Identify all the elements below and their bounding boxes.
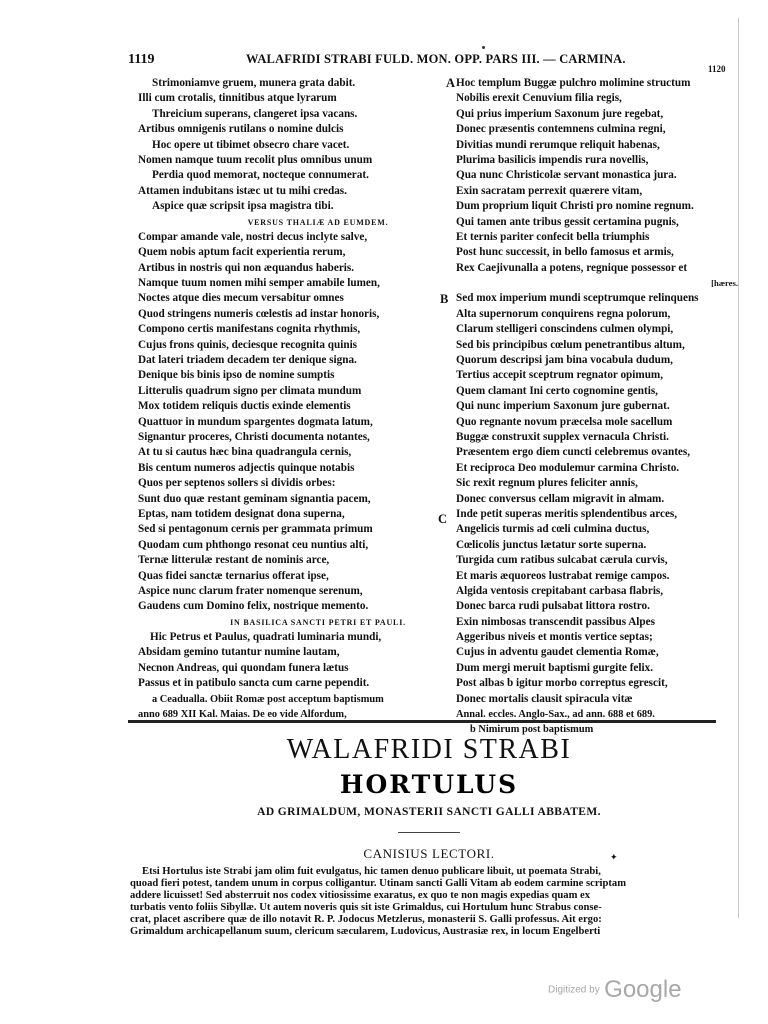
prose-line: Etsi Hortulus iste Strabi jam olim fuit evulgatus, hic tamen denuo publicare libuit, ut poemata Strabi, xyxy=(142,866,601,877)
verse-line: Inde petit superas meritis splendentibus arces, xyxy=(456,507,678,520)
footnote-a: a Ceadualla. Obiit Romæ post acceptum baptismum xyxy=(152,693,384,705)
verse-line: Gaudens cum Domino felix, nostrique memento. xyxy=(138,600,369,613)
preface-text xyxy=(130,866,730,938)
verse-line: Exin nimbosas transcendit passibus Alpes xyxy=(456,615,655,628)
short-rule xyxy=(398,832,460,833)
margin-marker-a: A xyxy=(446,76,456,90)
verse-line: Ternæ litterulæ restant de nominis arce, xyxy=(138,554,330,567)
verse-line: Tertius accepit sceptrum regnator opimum, xyxy=(456,369,664,382)
verse-line: Namque tuum nomen mihi semper amabile lumen, xyxy=(138,277,380,290)
verse-line: Passus et in patibulo sancta cum carne pependit. xyxy=(138,677,370,690)
verse-line: Hoc templum Buggæ pulchro molimine structum xyxy=(456,77,691,89)
verse-line: Quod stringens numeris cœlestis ad instar honoris, xyxy=(138,307,380,320)
verse-line: Quattuor in mundum spargentes dogmata latum, xyxy=(138,415,373,428)
verse-line: Qui tamen ante tribus gessit certamina pugnis, xyxy=(456,215,679,228)
verse-line: At tu si cautus hæc bina quadrangula cernis, xyxy=(138,446,352,459)
verse-line: Illi cum crotalis, tinnitibus atque lyrarum xyxy=(138,92,337,105)
verse-line: Perdia quod memorat, nocteque connumerat. xyxy=(152,169,369,182)
verse-line: Cujus frons quinis, deciesque recognita quinis xyxy=(138,338,358,351)
verse-line: Exin sacratam perrexit quærere vitam, xyxy=(456,184,643,197)
verse-line: Cœlicolis junctus lætatur sorte superna. xyxy=(456,538,647,551)
verse-line: Attamen indubitans istæc ut tu mihi credas. xyxy=(138,184,347,197)
verse-line: Aggeribus niveis et montis vertice septas; xyxy=(456,631,653,644)
verse-line: Qua nunc Christicolæ servant monastica jura. xyxy=(456,169,677,182)
verse-line: Absidam gemino tutantur numine lautam, xyxy=(138,646,340,659)
verse-line: Quos per septenos sollers si dividis orbes: xyxy=(138,477,336,490)
prose-line: addere licuisset! Sed absterruit nos codex vitiosissime exaratus, ex quo te non magis expedias quam ex xyxy=(130,890,591,901)
verse-line: Clarum stelligeri conscindens culmen olympi, xyxy=(456,323,674,336)
verse-line: Donec mortalis clausit spiracula vitæ xyxy=(456,692,633,705)
footnote-a-continued: Annal. eccles. Anglo-Sax., ad ann. 688 et 689. xyxy=(456,709,655,721)
verse-line: Dum proprium liquit Christi pro nomine regnum. xyxy=(456,200,694,213)
google-logo: Google xyxy=(604,976,682,1003)
verse-line: Post albas b igitur morbo correptus egrescit, xyxy=(456,677,668,690)
verse-line: Quorum descripsi jam bina vocabula dudum, xyxy=(456,354,673,367)
verse-line: Nobilis erexit Cenuvium filia regis, xyxy=(456,92,622,105)
verse-line: Artibus in nostris qui non æquandus haberis. xyxy=(138,261,355,274)
section-heading-basilica: IN BASILICA SANCTI PETRI ET PAULI. xyxy=(230,617,406,627)
dedication-line: AD GRIMALDUM, MONASTERII SANCTI GALLI ABBATEM. xyxy=(257,806,601,818)
verse-line: Mox totidem reliquis ductis exinde elementis xyxy=(138,400,351,413)
verse-line: Compar amande vale, nostri decus inclyte salve, xyxy=(138,230,368,243)
verse-line: Rex Caejivunalla a potens, regnique possessor et xyxy=(456,261,688,274)
verse-line: Sed bis principibus cœlum penetrantibus altum, xyxy=(456,338,685,351)
verse-line: Cujus in adventu gaudet clementia Romæ, xyxy=(456,646,659,659)
verse-line: Strimoniamve gruem, munera grata dabit. xyxy=(152,77,356,89)
verse-line: Plurima basilicis impendis rura novellis, xyxy=(456,153,649,166)
ink-speck xyxy=(482,46,485,49)
left-column xyxy=(138,76,438,722)
verse-line: Quem clamant Ini certo cognomine gentis, xyxy=(456,384,658,397)
verse-line: Aspice nunc clarum frater nomenque serenum, xyxy=(138,584,363,597)
verse-line: Et maris æquoreos lustrabat remige campos. xyxy=(456,569,670,582)
section-divider xyxy=(128,720,716,723)
verse-line: Donec præsentis contemnens culmina regni, xyxy=(456,123,666,136)
verse-line: Præsentem ergo diem cuncti celebremus ovantes, xyxy=(456,446,691,459)
digitization-watermark xyxy=(548,976,682,1004)
verse-line: Nomen namque tuum recolit plus omnibus unum xyxy=(138,153,373,166)
verse-line: Sed si pentagonum cernis per grammata primum xyxy=(138,523,373,536)
verse-line: Angelicis turmis ad cœli culmina ductus, xyxy=(456,523,650,536)
verse-line: Hoc opere ut tibimet obsecro chare vacet. xyxy=(152,138,350,151)
verse-line: Bis centum numeros adjectis quinque notabis xyxy=(138,461,355,474)
verse-line: Dum mergi meruit baptismi gurgite felix. xyxy=(456,661,653,674)
verse-line: Quodam cum phthongo resonat ceu nuntius alti, xyxy=(138,538,369,551)
verse-line: Alta supernorum conquirens regna polorum, xyxy=(456,307,671,320)
verse-line: Artibus omnigenis rutilans o nomine dulcis xyxy=(138,123,344,136)
section-heading-thaliae: VERSUS THALIÆ AD EUMDEM. xyxy=(247,217,389,227)
margin-marker-c: C xyxy=(438,512,448,526)
running-title: WALAFRIDI STRABI FULD. MON. OPP. PARS III. — CARMINA. xyxy=(246,52,626,66)
verse-line: Necnon Andreas, qui quondam funera lætus xyxy=(138,661,349,674)
running-header xyxy=(128,52,728,74)
verse-line-continuation: [hæres. xyxy=(711,278,738,289)
verse-line: Donec conversus cellam migravit in almam. xyxy=(456,492,665,505)
verse-line: Eptas, nam totidem designat dona superna, xyxy=(138,507,345,520)
margin-marker-b: B xyxy=(440,292,449,306)
page-number-left: 1119 xyxy=(128,52,155,67)
work-title: HORTULUS xyxy=(339,770,519,799)
verse-line: Noctes atque dies mecum versabitur omnes xyxy=(138,292,344,305)
footnote-a-cont: anno 689 XII Kal. Maias. De eo vide Alfordum, xyxy=(138,709,347,721)
verse-line: Quo regnante novum præcelsa mole sacellum xyxy=(456,415,673,428)
verse-line: Litterulis quadrum signo per climata mundum xyxy=(138,384,362,397)
verse-line: Turgida cum ratibus sulcabat cærula curvis, xyxy=(456,554,668,567)
verse-line: Sic rexit regnum plures feliciter annis, xyxy=(456,477,638,490)
verse-line: Dat lateri triadem decadem ter denique signa. xyxy=(138,354,357,367)
verse-line: Post hunc successit, in bello famosus et armis, xyxy=(456,246,674,259)
verse-line: Quas fidei sanctæ ternarius offerat ipse, xyxy=(138,569,329,582)
preface-heading: CANISIUS LECTORI. xyxy=(363,846,495,861)
prose-line: turbatis vento foliis Sibyllæ. Ut autem noveris quis sit iste Grimaldus, cui Hortulum hunc Strabus conse- xyxy=(130,902,602,913)
verse-line: Qui prius imperium Saxonum jure regebat, xyxy=(456,107,664,120)
author-title: WALAFRIDI STRABI xyxy=(286,734,572,765)
verse-line: Divitias mundi rerumque reliquit habenas, xyxy=(456,138,660,151)
watermark-text: Digitized by xyxy=(548,984,600,996)
prose-line: quoad fieri potest, tandem unum in corpus colligantur. Utinam sancti Galli Vitam ab eodem carmine scriptam xyxy=(130,878,627,889)
verse-line: Hic Petrus et Paulus, quadrati luminaria mundi, xyxy=(150,631,382,644)
verse-line: Aspice quæ scripsit ipsa magistra tibi. xyxy=(152,200,334,213)
verse-line: Buggæ construxit supplex vernacula Christi. xyxy=(456,430,669,443)
right-column xyxy=(456,76,746,738)
verse-line: Sunt duo quæ restant geminam signantia pacem, xyxy=(138,492,371,505)
verse-line: Denique bis binis ipso de nomine sumptis xyxy=(138,369,335,382)
verse-line: Sed mox imperium mundi sceptrumque relinquens xyxy=(456,292,699,305)
verse-line: Threicium superans, clangeret ipsa vacans. xyxy=(152,107,358,120)
ink-mark: ✦ xyxy=(610,852,618,862)
prose-line: crat, placet ascribere quæ de illo notavit R. P. Jodocus Metzlerus, monasterii S. Galli professus. Ait ergo: xyxy=(130,914,602,925)
verse-line: Signantur proceres, Christi documenta notantes, xyxy=(138,430,370,443)
footnote-b: b Nimirum post baptismum xyxy=(470,724,594,736)
page-number-right: 1120 xyxy=(708,64,726,74)
verse-line: Compono certis manifestans cognita rhythmis, xyxy=(138,323,361,336)
verse-line: Quem nobis aptum facit experientia rerum, xyxy=(138,246,346,259)
verse-line: Et reciproca Deo modulemur carmina Christo. xyxy=(456,461,680,474)
prose-line: Grimaldum archicapellanum suum, clericum sæcularem, Ludovicus, Austrasiæ rex, in locum Engelberti xyxy=(130,926,601,937)
verse-line: Algida ventosis crepitabant carbasa flabris, xyxy=(456,584,664,597)
verse-line: Et ternis pariter confecit bella triumphis xyxy=(456,230,650,243)
verse-line: Qui nunc imperium Saxonum jure gubernat. xyxy=(456,400,670,413)
verse-line: Donec barca rudi pulsabat littora rostro. xyxy=(456,600,650,613)
